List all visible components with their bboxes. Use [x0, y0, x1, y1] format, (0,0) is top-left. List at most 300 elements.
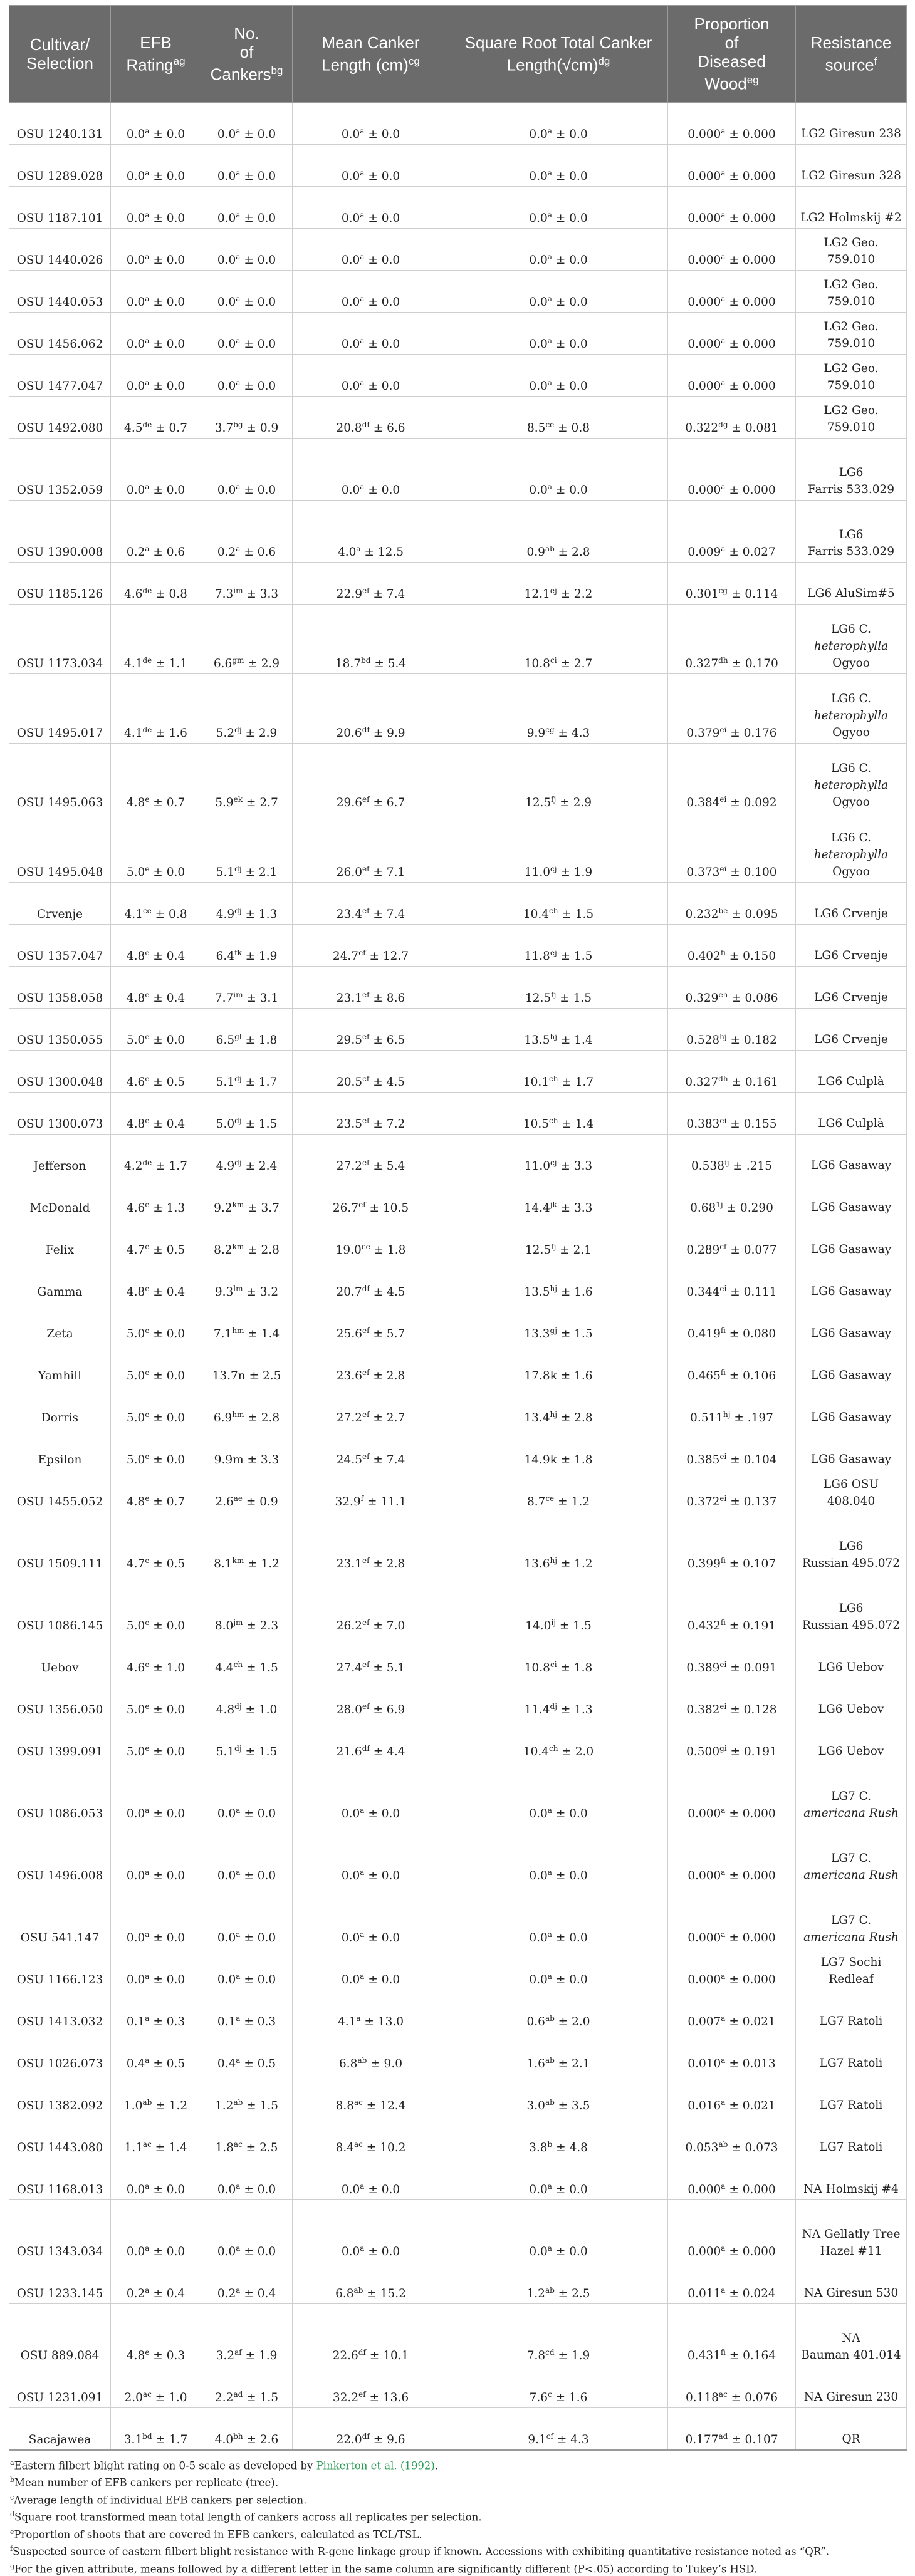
cell-sqrt-length: 10.4$^{ch}$ ± 2.0: [449, 1720, 668, 1762]
cell-resistance-source: LG6 Gasaway: [796, 1176, 907, 1218]
cell-mean-length: 23.6$^{ef}$ ± 2.8: [293, 1344, 449, 1386]
cell-mean-length: 27.2$^{ef}$ ± 5.4: [293, 1134, 449, 1176]
cell-sqrt-length: 1.2$^{ab}$ ± 2.5: [449, 2262, 668, 2303]
cell-canker-count: 4.0$^{bh}$ ± 2.6: [201, 2407, 293, 2450]
table-row: [9, 312, 907, 354]
cell-resistance-source: LG6 C. heterophylla Ogyoo: [796, 813, 907, 882]
cell-efb-rating: 4.2de ± 1.7: [111, 1134, 201, 1176]
cell-sqrt-length: $13.6^{hj} \pm 1.2$: [449, 1512, 668, 1574]
cell-cultivar: Zeta: [9, 1302, 111, 1344]
cell-canker-count: 0.2$^a$ ± 0.4: [201, 2262, 293, 2303]
cell-mean-length: 19.0$^{ce}$ ± 1.8: [293, 1218, 449, 1260]
cell-resistance-source: LG7 Ratoli: [796, 2032, 907, 2074]
cell-canker-count: 3.2$^{af}$ ± 1.9: [201, 2303, 293, 2366]
cell-canker-count: 2.2$^{ad}$ ± 1.5: [201, 2366, 293, 2407]
cell-cultivar: OSU 541.147: [9, 1886, 111, 1948]
cell-sqrt-length: $13.5^{hj} \pm 1.6$: [449, 1260, 668, 1302]
footnote-b: $^b$Mean number of EFB cankers per replicate (tree).: [10, 2476, 279, 2489]
cell-efb-rating: 0.4$^a$ ± 0.5: [111, 2032, 201, 2074]
cell-canker-count: 0.0$^a$ ± 0.0: [201, 102, 293, 144]
cell-mean-length: 23.4$^{ef}$ ± 7.4: [293, 882, 449, 924]
cell-efb-rating: 4.7$^e$ ± 0.5: [111, 1218, 201, 1260]
table-row: [9, 1344, 907, 1386]
table-row: [9, 1762, 907, 1824]
cell-resistance-source: LG7 Sochi Redleaf: [796, 1948, 907, 1990]
cell-cultivar: OSU 1187.101: [9, 186, 111, 228]
cell-canker-count: $8.2^{km} \pm 2.8$: [201, 1218, 293, 1260]
cell-resistance-source: LG6 Crvenje: [796, 924, 907, 966]
cell-mean-length: 0.0$^a$ ± 0.0: [293, 186, 449, 228]
cell-mean-length: 22.9$^{ef}$ ± 7.4: [293, 562, 449, 604]
cell-resistance-source: LG6 Farris 533.029: [796, 438, 907, 500]
cell-resistance-source: LG6 Crvenje: [796, 966, 907, 1008]
cell-canker-count: 3.7$^{bg}$ ± 0.9: [201, 396, 293, 438]
cell-proportion: $0.379^{ei} \pm 0.176$: [668, 673, 796, 743]
table-row: [9, 1512, 907, 1574]
cell-resistance-source: LG6 Uebov: [796, 1720, 907, 1762]
cell-resistance-source: NA Giresun 230: [796, 2366, 907, 2407]
cell-sqrt-length: 0.0$^a$ ± 0.0: [449, 354, 668, 396]
cell-proportion: 0.000$^a$ ± 0.000: [668, 354, 796, 396]
col-header-efb: EFB Rating$^{ag}$: [111, 6, 201, 103]
cell-proportion: $0.528^{hj} \pm 0.182$: [668, 1008, 796, 1050]
col-header-cultivar: Cultivar/ Selection: [9, 6, 111, 103]
cell-canker-count: 0.0$^a$ ± 0.0: [201, 438, 293, 500]
cell-sqrt-length: 9.1$^{cf}$ ± 4.3: [449, 2407, 668, 2450]
cell-efb-rating: 0.0$^a$ ± 0.0: [111, 2199, 201, 2262]
cell-sqrt-length: 8.5$^{ce}$ ± 0.8: [449, 396, 668, 438]
cell-resistance-source: LG2 Geo. 759.010: [796, 312, 907, 354]
cell-sqrt-length: 0.0$^a$ ± 0.0: [449, 186, 668, 228]
cell-efb-rating: 4.6de ± 0.8: [111, 562, 201, 604]
cell-sqrt-length: $10.8^{ci} \pm 1.8$: [449, 1636, 668, 1678]
cell-canker-count: 4.4$^{ch}$ ± 1.5: [201, 1636, 293, 1678]
cell-sqrt-length: 0.0$^a$ ± 0.0: [449, 102, 668, 144]
cell-proportion: $0.372^{ei} \pm 0.137$: [668, 1470, 796, 1512]
cell-sqrt-length: $12.5^{fj} \pm 1.5$: [449, 966, 668, 1008]
cell-proportion: $0.511^{hj} \pm .197$: [668, 1386, 796, 1428]
cell-proportion: 0.011$^a$ ± 0.024: [668, 2262, 796, 2303]
cell-canker-count: $8.1^{km} \pm 1.2$: [201, 1512, 293, 1574]
cell-resistance-source: LG6 Gasaway: [796, 1344, 907, 1386]
cell-canker-count: $9.3^{lm} \pm 3.2$: [201, 1260, 293, 1302]
cell-efb-rating: 0.0$^a$ ± 0.0: [111, 2158, 201, 2199]
cell-proportion: 0.327$^{dh}$ ± 0.170: [668, 604, 796, 673]
cell-resistance-source: LG7 Ratoli: [796, 2074, 907, 2116]
cell-resistance-source: LG6 Crvenje: [796, 1008, 907, 1050]
cell-canker-count: $8.0^{jm} \pm 2.3$: [201, 1574, 293, 1636]
table-row: [9, 2032, 907, 2074]
table-row: [9, 500, 907, 562]
footnotes: [10, 2456, 905, 2576]
cell-mean-length: 32.9$^f$ ± 11.1: [293, 1470, 449, 1512]
cell-resistance-source: LG6 Farris 533.029: [796, 500, 907, 562]
cell-proportion: 0.177$^{ad}$ ± 0.107: [668, 2407, 796, 2450]
cell-efb-rating: 5.0$^e$ ± 0.0: [111, 1428, 201, 1470]
cell-cultivar: OSU 1495.048: [9, 813, 111, 882]
cell-mean-length: 0.0$^a$ ± 0.0: [293, 270, 449, 312]
cell-canker-count: 0.0$^a$ ± 0.0: [201, 1762, 293, 1824]
cell-proportion: $0.500^{gi} \pm 0.191$: [668, 1720, 796, 1762]
cell-cultivar: Sacajawea: [9, 2407, 111, 2450]
table-row: [9, 743, 907, 813]
cell-cultivar: OSU 1495.017: [9, 673, 111, 743]
cell-cultivar: OSU 1231.091: [9, 2366, 111, 2407]
cell-mean-length: 0.0$^a$ ± 0.0: [293, 2199, 449, 2262]
cell-efb-rating: 0.0$^a$ ± 0.0: [111, 102, 201, 144]
cell-efb-rating: 5.0$^e$ ± 0.0: [111, 813, 201, 882]
cell-mean-length: 8.8$^{ac}$ ± 12.4: [293, 2074, 449, 2116]
cell-efb-rating: 4.8$^e$ ± 0.3: [111, 2303, 201, 2366]
cell-mean-length: 26.0$^{ef}$ ± 7.1: [293, 813, 449, 882]
cell-efb-rating: 0.0$^a$ ± 0.0: [111, 354, 201, 396]
cell-sqrt-length: 0.6$^{ab}$ ± 2.0: [449, 1990, 668, 2032]
cell-cultivar: OSU 1343.034: [9, 2199, 111, 2262]
cell-proportion: 0.000$^a$ ± 0.000: [668, 144, 796, 186]
cell-resistance-source: LG6 Uebov: [796, 1678, 907, 1720]
col-header-cankers: No. of Cankers$^{bg}$: [201, 6, 293, 103]
cell-proportion: 0.232$^{be}$ ± 0.095: [668, 882, 796, 924]
table-row: [9, 438, 907, 500]
cell-canker-count: 0.0$^a$ ± 0.0: [201, 1886, 293, 1948]
cell-proportion: $0.385^{ei} \pm 0.104$: [668, 1428, 796, 1470]
cell-sqrt-length: $14.4^{jk} \pm 3.3$: [449, 1176, 668, 1218]
table-row: [9, 1824, 907, 1886]
cell-cultivar: OSU 1300.048: [9, 1050, 111, 1092]
cell-sqrt-length: 8.7$^{ce}$ ± 1.2: [449, 1470, 668, 1512]
table-row: [9, 1092, 907, 1134]
cell-mean-length: 0.0$^a$ ± 0.0: [293, 1762, 449, 1824]
cell-efb-rating: 4.1de ± 1.1: [111, 604, 201, 673]
cell-cultivar: Jefferson: [9, 1134, 111, 1176]
table-row: [9, 2199, 907, 2262]
cell-sqrt-length: 0.0$^a$ ± 0.0: [449, 312, 668, 354]
cell-resistance-source: LG6 Uebov: [796, 1636, 907, 1678]
cell-mean-length: 20.6$^{df}$ ± 9.9: [293, 673, 449, 743]
table-row: [9, 186, 907, 228]
cell-cultivar: OSU 1413.032: [9, 1990, 111, 2032]
cell-efb-rating: 5.0$^e$ ± 0.0: [111, 1720, 201, 1762]
cell-resistance-source: QR: [796, 2407, 907, 2450]
cell-efb-rating: 4.8$^e$ ± 0.4: [111, 924, 201, 966]
cell-proportion: $0.465^{fi} \pm 0.106$: [668, 1344, 796, 1386]
table-row: [9, 102, 907, 144]
cell-mean-length: 0.0$^a$ ± 0.0: [293, 2158, 449, 2199]
cell-cultivar: OSU 1455.052: [9, 1470, 111, 1512]
cell-canker-count: 0.0$^a$ ± 0.0: [201, 312, 293, 354]
cell-canker-count: 0.0$^a$ ± 0.0: [201, 228, 293, 270]
cell-proportion: $0.384^{ei} \pm 0.092$: [668, 743, 796, 813]
cell-canker-count: $7.7^{im} \pm 3.1$: [201, 966, 293, 1008]
table-row: [9, 924, 907, 966]
cell-proportion: $0.373^{ei} \pm 0.100$: [668, 813, 796, 882]
table-row: [9, 1720, 907, 1762]
cell-resistance-source: LG6 Gasaway: [796, 1134, 907, 1176]
table-row: [9, 228, 907, 270]
cell-mean-length: 4.1$^a$ ± 13.0: [293, 1990, 449, 2032]
cell-sqrt-length: 0.0$^a$ ± 0.0: [449, 1824, 668, 1886]
cell-sqrt-length: $12.1^{ej} \pm 2.2$: [449, 562, 668, 604]
cell-cultivar: OSU 1185.126: [9, 562, 111, 604]
cell-resistance-source: LG6 Gasaway: [796, 1218, 907, 1260]
cell-cultivar: OSU 1350.055: [9, 1008, 111, 1050]
table-row: [9, 144, 907, 186]
cell-canker-count: 0.0$^a$ ± 0.0: [201, 144, 293, 186]
cell-canker-count: 0.0$^a$ ± 0.0: [201, 354, 293, 396]
cell-sqrt-length: 7.6$^c$ ± 1.6: [449, 2366, 668, 2407]
cell-mean-length: 0.0$^a$ ± 0.0: [293, 438, 449, 500]
cell-cultivar: OSU 1086.145: [9, 1574, 111, 1636]
cell-efb-rating: 0.0$^a$ ± 0.0: [111, 186, 201, 228]
cell-canker-count: 0.0$^a$ ± 0.0: [201, 270, 293, 312]
cell-resistance-source: LG6 C. heterophylla Ogyoo: [796, 673, 907, 743]
cell-proportion: 0.000$^a$ ± 0.000: [668, 438, 796, 500]
cell-sqrt-length: 10.5$^{ch}$ ± 1.4: [449, 1092, 668, 1134]
cell-efb-rating: 4.8$^e$ ± 0.7: [111, 743, 201, 813]
cell-efb-rating: 4.6$^e$ ± 0.5: [111, 1050, 201, 1092]
footnote-a: $^a$Eastern filbert blight rating on 0-5 scale as developed by Pinkerton et al. (1992).: [10, 2458, 439, 2472]
cell-resistance-source: LG6 AluSim#5: [796, 562, 907, 604]
cell-canker-count: $4.9^{dj} \pm 2.4$: [201, 1134, 293, 1176]
cell-resistance-source: LG7 Ratoli: [796, 1990, 907, 2032]
cell-resistance-source: LG6 Gasaway: [796, 1302, 907, 1344]
table-row: [9, 1008, 907, 1050]
footnote-f: $^f$Suspected source of eastern filbert blight resistance with R-gene linkage group if known. Accessions with exhibiting quantitative resistance noted as “QR”.: [10, 2545, 830, 2558]
cell-efb-rating: 4.8$^e$ ± 0.7: [111, 1470, 201, 1512]
cell-sqrt-length: 0.0$^a$ ± 0.0: [449, 1948, 668, 1990]
cell-efb-rating: 0.2$^a$ ± 0.4: [111, 2262, 201, 2303]
table-row: [9, 882, 907, 924]
cell-sqrt-length: 0.0$^a$ ± 0.0: [449, 270, 668, 312]
cell-cultivar: OSU 1086.053: [9, 1762, 111, 1824]
cell-mean-length: 28.0$^{ef}$ ± 6.9: [293, 1678, 449, 1720]
cell-efb-rating: 5.0$^e$ ± 0.0: [111, 1008, 201, 1050]
cell-proportion: 0.000$^a$ ± 0.000: [668, 102, 796, 144]
cell-proportion: 0.000$^a$ ± 0.000: [668, 1824, 796, 1886]
cell-sqrt-length: $13.5^{hj} \pm 1.4$: [449, 1008, 668, 1050]
cell-canker-count: 9.9m ± 3.3: [201, 1428, 293, 1470]
cell-sqrt-length: 0.0$^a$ ± 0.0: [449, 1886, 668, 1948]
cell-proportion: 0.000$^a$ ± 0.000: [668, 270, 796, 312]
cell-efb-rating: 4.1de ± 1.6: [111, 673, 201, 743]
cell-mean-length: 0.0$^a$ ± 0.0: [293, 1886, 449, 1948]
cell-cultivar: OSU 1456.062: [9, 312, 111, 354]
cell-cultivar: OSU 1358.058: [9, 966, 111, 1008]
cell-cultivar: McDonald: [9, 1176, 111, 1218]
cell-canker-count: $5.0^{dj} \pm 1.5$: [201, 1092, 293, 1134]
cell-proportion: 0.000$^a$ ± 0.000: [668, 1762, 796, 1824]
cell-resistance-source: LG6 Russian 495.072: [796, 1574, 907, 1636]
cell-resistance-source: LG6 Gasaway: [796, 1260, 907, 1302]
cell-proportion: 0.010$^a$ ± 0.013: [668, 2032, 796, 2074]
cell-efb-rating: 0.0$^a$ ± 0.0: [111, 270, 201, 312]
table-row: [9, 2158, 907, 2199]
cell-canker-count: 13.7n ± 2.5: [201, 1344, 293, 1386]
cell-resistance-source: LG6 Culplà: [796, 1092, 907, 1134]
cell-mean-length: 0.0$^a$ ± 0.0: [293, 354, 449, 396]
table-row: [9, 1050, 907, 1092]
cell-cultivar: OSU 1168.013: [9, 2158, 111, 2199]
table-row: [9, 562, 907, 604]
cell-proportion: $0.419^{fi} \pm 0.080$: [668, 1302, 796, 1344]
cell-canker-count: $6.4^{fk} \pm 1.9$: [201, 924, 293, 966]
cell-resistance-source: NA Bauman 401.014: [796, 2303, 907, 2366]
cell-proportion: $0.431^{fi} \pm 0.164$: [668, 2303, 796, 2366]
citation-link[interactable]: Pinkerton et al. (1992): [316, 2459, 435, 2472]
cell-mean-length: 0.0$^a$ ± 0.0: [293, 1948, 449, 1990]
cell-resistance-source: LG6 Russian 495.072: [796, 1512, 907, 1574]
cell-efb-rating: 0.0$^a$ ± 0.0: [111, 312, 201, 354]
cell-canker-count: $5.9^{ek} \pm 2.7$: [201, 743, 293, 813]
cell-proportion: 0.327$^{dh}$ ± 0.161: [668, 1050, 796, 1092]
cell-canker-count: $4.8^{dj} \pm 1.0$: [201, 1678, 293, 1720]
cell-canker-count: 2.6$^{ae}$ ± 0.9: [201, 1470, 293, 1512]
col-header-mean-length: Mean Canker Length (cm)$^{cg}$: [293, 6, 449, 103]
cell-mean-length: 6.8$^{ab}$ ± 15.2: [293, 2262, 449, 2303]
cell-proportion: 0.118$^{ac}$ ± 0.076: [668, 2366, 796, 2407]
table-row: [9, 2116, 907, 2158]
cell-efb-rating: 4.8$^e$ ± 0.4: [111, 966, 201, 1008]
cell-proportion: 0.301$^{cg}$ ± 0.114: [668, 562, 796, 604]
cell-sqrt-length: 3.8$^b$ ± 4.8: [449, 2116, 668, 2158]
header-row: [9, 6, 907, 103]
cell-sqrt-length: $13.3^{gj} \pm 1.5$: [449, 1302, 668, 1344]
cell-sqrt-length: 0.0$^a$ ± 0.0: [449, 144, 668, 186]
cell-resistance-source: LG6 Gasaway: [796, 1386, 907, 1428]
cell-cultivar: OSU 1440.053: [9, 270, 111, 312]
table-row: [9, 2074, 907, 2116]
cell-efb-rating: 0.0$^a$ ± 0.0: [111, 1886, 201, 1948]
footnote-d: $^d$Square root transformed mean total length of cankers across all replicates per selection.: [10, 2510, 482, 2523]
col-header-proportion: Proportion of Diseased Wood$^{eg}$: [668, 6, 796, 103]
cell-proportion: 0.000$^a$ ± 0.000: [668, 186, 796, 228]
cell-sqrt-length: $11.0^{cj} \pm 1.9$: [449, 813, 668, 882]
cell-proportion: 0.000$^a$ ± 0.000: [668, 312, 796, 354]
cell-sqrt-length: 9.9$^{cg}$ ± 4.3: [449, 673, 668, 743]
table-row: [9, 1386, 907, 1428]
cell-cultivar: Epsilon: [9, 1428, 111, 1470]
cell-efb-rating: 4.6$^e$ ± 1.3: [111, 1176, 201, 1218]
cell-proportion: 0.000$^a$ ± 0.000: [668, 1886, 796, 1948]
cell-resistance-source: LG2 Holmskij #2: [796, 186, 907, 228]
cell-cultivar: Gamma: [9, 1260, 111, 1302]
cell-resistance-source: LG6 Crvenje: [796, 882, 907, 924]
cell-resistance-source: LG2 Geo. 759.010: [796, 354, 907, 396]
cell-mean-length: 29.5$^{ef}$ ± 6.5: [293, 1008, 449, 1050]
cell-proportion: $0.432^{fi} \pm 0.191$: [668, 1574, 796, 1636]
footnote-e: $^e$Proportion of shoots that are covered in EFB cankers, calculated as TCL/TSL.: [10, 2527, 422, 2541]
cell-cultivar: OSU 1173.034: [9, 604, 111, 673]
footnote-c: $^c$Average length of individual EFB cankers per selection.: [10, 2493, 307, 2506]
cell-efb-rating: 4.1$^{ce}$ ± 0.8: [111, 882, 201, 924]
cell-sqrt-length: 10.4$^{ch}$ ± 1.5: [449, 882, 668, 924]
table-row: [9, 1886, 907, 1948]
table-row: [9, 270, 907, 312]
cell-efb-rating: 3.1$^{bd}$ ± 1.7: [111, 2407, 201, 2450]
cell-resistance-source: NA Giresun 530: [796, 2262, 907, 2303]
cell-proportion: 0.009$^a$ ± 0.027: [668, 500, 796, 562]
cell-mean-length: 22.6$^{df}$ ± 10.1: [293, 2303, 449, 2366]
col-header-resistance: Resistance source$^f$: [796, 6, 907, 103]
cell-efb-rating: 0.0$^a$ ± 0.0: [111, 228, 201, 270]
cell-mean-length: 23.5$^{ef}$ ± 7.2: [293, 1092, 449, 1134]
cell-mean-length: 21.6$^{df}$ ± 4.4: [293, 1720, 449, 1762]
cell-resistance-source: NA Gellatly Tree Hazel #11: [796, 2199, 907, 2262]
cell-proportion: 0.329$^{eh}$ ± 0.086: [668, 966, 796, 1008]
table-row: [9, 2407, 907, 2450]
cell-efb-rating: 0.0$^a$ ± 0.0: [111, 1762, 201, 1824]
table-row: [9, 1260, 907, 1302]
cell-efb-rating: 0.0$^a$ ± 0.0: [111, 438, 201, 500]
cell-canker-count: $5.2^{dj} \pm 2.9$: [201, 673, 293, 743]
cell-sqrt-length: 3.0$^{ab}$ ± 3.5: [449, 2074, 668, 2116]
cell-mean-length: 26.7$^{ef}$ ± 10.5: [293, 1176, 449, 1218]
cell-canker-count: 0.1$^a$ ± 0.3: [201, 1990, 293, 2032]
cell-proportion: 0.000$^a$ ± 0.000: [668, 2158, 796, 2199]
results-table: [9, 5, 907, 2451]
cell-proportion: 0.000$^a$ ± 0.000: [668, 2199, 796, 2262]
cell-sqrt-length: 0.0$^a$ ± 0.0: [449, 1762, 668, 1824]
cell-cultivar: OSU 1496.008: [9, 1824, 111, 1886]
cell-proportion: 0.053$^{ab}$ ± 0.073: [668, 2116, 796, 2158]
table-row: [9, 966, 907, 1008]
cell-sqrt-length: 17.8k ± 1.6: [449, 1344, 668, 1386]
cell-mean-length: 23.1$^{ef}$ ± 8.6: [293, 966, 449, 1008]
cell-cultivar: OSU 1356.050: [9, 1678, 111, 1720]
cell-cultivar: OSU 1382.092: [9, 2074, 111, 2116]
cell-canker-count: $7.1^{hm} \pm 1.4$: [201, 1302, 293, 1344]
cell-canker-count: $5.1^{dj} \pm 2.1$: [201, 813, 293, 882]
cell-mean-length: 0.0$^a$ ± 0.0: [293, 102, 449, 144]
cell-efb-rating: 4.8$^e$ ± 0.4: [111, 1092, 201, 1134]
cell-sqrt-length: 0.0$^a$ ± 0.0: [449, 228, 668, 270]
cell-proportion: $0.68^{1j} \pm 0.290$: [668, 1176, 796, 1218]
cell-canker-count: $6.6^{gm} \pm 2.9$: [201, 604, 293, 673]
cell-proportion: 0.000$^a$ ± 0.000: [668, 1948, 796, 1990]
cell-proportion: $0.538^{ij} \pm .215$: [668, 1134, 796, 1176]
cell-canker-count: $6.5^{gl} \pm 1.8$: [201, 1008, 293, 1050]
cell-mean-length: 27.2$^{ef}$ ± 2.7: [293, 1386, 449, 1428]
cell-sqrt-length: $12.5^{fj} \pm 2.1$: [449, 1218, 668, 1260]
cell-efb-rating: 4.6$^e$ ± 1.0: [111, 1636, 201, 1678]
cell-canker-count: 0.0$^a$ ± 0.0: [201, 1948, 293, 1990]
cell-resistance-source: LG6 Gasaway: [796, 1428, 907, 1470]
cell-efb-rating: 5.0$^e$ ± 0.0: [111, 1678, 201, 1720]
cell-sqrt-length: 14.9k ± 1.8: [449, 1428, 668, 1470]
cell-mean-length: 20.8$^{df}$ ± 6.6: [293, 396, 449, 438]
cell-efb-rating: 4.8$^e$ ± 0.4: [111, 1260, 201, 1302]
cell-canker-count: $6.9^{hm} \pm 2.8$: [201, 1386, 293, 1428]
table-row: [9, 1990, 907, 2032]
table-row: [9, 2366, 907, 2407]
cell-mean-length: 24.7$^{ef}$ ± 12.7: [293, 924, 449, 966]
cell-mean-length: 22.0$^{df}$ ± 9.6: [293, 2407, 449, 2450]
cell-mean-length: 24.5$^{ef}$ ± 7.4: [293, 1428, 449, 1470]
cell-sqrt-length: 0.0$^a$ ± 0.0: [449, 2158, 668, 2199]
col-header-sqrt-length: Square Root Total Canker $Length(√cm)^{dg}$: [449, 6, 668, 103]
cell-canker-count: 0.0$^a$ ± 0.0: [201, 2158, 293, 2199]
cell-resistance-source: LG2 Geo. 759.010: [796, 270, 907, 312]
cell-proportion: 0.322$^{dg}$ ± 0.081: [668, 396, 796, 438]
table-row: [9, 1574, 907, 1636]
cell-efb-rating: 5.0$^e$ ± 0.0: [111, 1344, 201, 1386]
cell-efb-rating: 5.0$^e$ ± 0.0: [111, 1302, 201, 1344]
cell-resistance-source: LG2 Giresun 238: [796, 102, 907, 144]
cell-mean-length: 26.2$^{ef}$ ± 7.0: [293, 1574, 449, 1636]
table-row: [9, 1218, 907, 1260]
cell-canker-count: $9.2^{km} \pm 3.7$: [201, 1176, 293, 1218]
cell-cultivar: OSU 1357.047: [9, 924, 111, 966]
